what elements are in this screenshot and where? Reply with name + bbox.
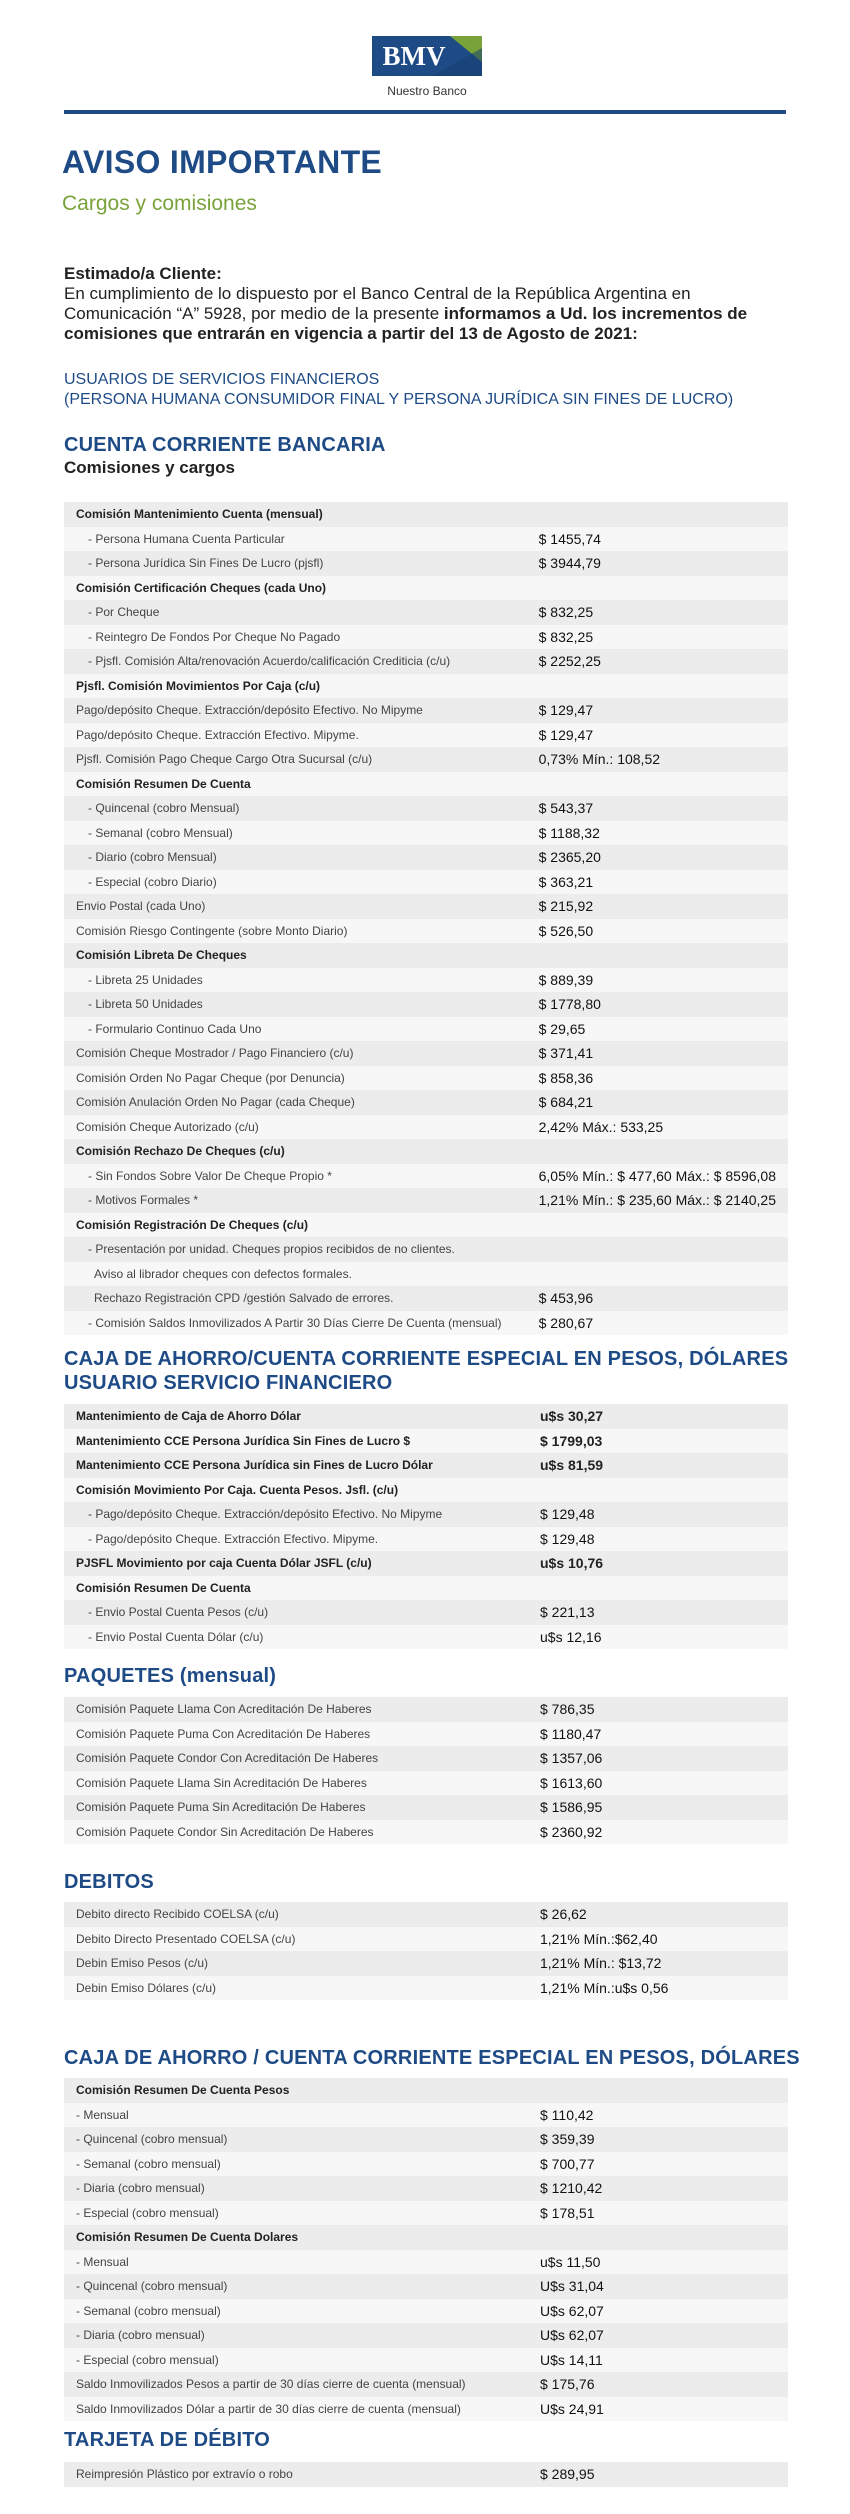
fee-row bbox=[64, 894, 788, 919]
section-title: CAJA DE AHORRO / CUENTA CORRIENTE ESPECIAL EN PESOS, DÓLARES bbox=[64, 2047, 800, 2069]
fee-row bbox=[64, 2250, 788, 2275]
fee-row bbox=[64, 551, 788, 576]
fee-label: - Semanal (cobro mensual) bbox=[64, 2299, 536, 2324]
fee-row bbox=[64, 796, 788, 821]
fee-row bbox=[64, 1551, 788, 1576]
fee-value: 6,05% Mín.: $ 477,60 Máx.: $ 8596,08 bbox=[535, 1164, 788, 1189]
fee-table bbox=[64, 2462, 788, 2487]
intro-greeting: Estimado/a Cliente: bbox=[64, 264, 222, 283]
fee-label: Comisión Paquete Puma Sin Acreditación De Haberes bbox=[64, 1795, 536, 1820]
fee-value: u$s 30,27 bbox=[536, 1404, 788, 1429]
fee-label: Debito Directo Presentado COELSA (c/u) bbox=[64, 1927, 536, 1952]
fee-value: $ 1778,80 bbox=[535, 992, 788, 1017]
fee-value: u$s 11,50 bbox=[536, 2250, 788, 2275]
fee-value: $ 2252,25 bbox=[535, 649, 788, 674]
fee-label: Debin Emiso Dólares (c/u) bbox=[64, 1976, 536, 2001]
fee-label: Comisión Paquete Llama Con Acreditación De Haberes bbox=[64, 1697, 536, 1722]
fee-label: Comisión Mantenimiento Cuenta (mensual) bbox=[64, 502, 535, 527]
fee-value bbox=[536, 2225, 788, 2250]
fee-row bbox=[64, 576, 788, 601]
fee-value bbox=[535, 502, 788, 527]
fee-label: Mantenimiento de Caja de Ahorro Dólar bbox=[64, 1404, 536, 1429]
intro-text-bold: informamos a Ud. los incrementos de comisiones que entrarán en vigencia a partir del 13 de Agosto de 2021: bbox=[64, 304, 748, 343]
fee-label: Comisión Resumen De Cuenta Dolares bbox=[64, 2225, 536, 2250]
fee-value: $ 684,21 bbox=[535, 1090, 788, 1115]
fee-value bbox=[535, 576, 788, 601]
fee-row bbox=[64, 698, 788, 723]
fee-value: $ 289,95 bbox=[536, 2462, 788, 2487]
fee-value: $ 363,21 bbox=[535, 870, 788, 895]
fee-value: 1,21% Mín.: $ 235,60 Máx.: $ 2140,25 bbox=[535, 1188, 788, 1213]
fee-label: Comisión Certificación Cheques (cada Uno) bbox=[64, 576, 535, 601]
fee-label: - Libreta 50 Unidades bbox=[64, 992, 535, 1017]
fee-value bbox=[535, 674, 788, 699]
fee-row bbox=[64, 2176, 788, 2201]
fee-row bbox=[64, 845, 788, 870]
fee-row bbox=[64, 527, 788, 552]
fee-row bbox=[64, 1017, 788, 1042]
fee-row bbox=[64, 992, 788, 1017]
fee-value: 1,21% Mín.:u$s 0,56 bbox=[536, 1976, 788, 2001]
fee-row bbox=[64, 968, 788, 993]
fee-row bbox=[64, 2201, 788, 2226]
fee-label: - Diaria (cobro mensual) bbox=[64, 2323, 536, 2348]
fee-row bbox=[64, 1429, 788, 1454]
fee-label: Comisión Paquete Llama Sin Acreditación De Haberes bbox=[64, 1771, 536, 1796]
fee-row bbox=[64, 821, 788, 846]
fee-row bbox=[64, 1478, 788, 1503]
fee-value: $ 129,48 bbox=[536, 1527, 788, 1552]
fee-label: Comisión Rechazo De Cheques (c/u) bbox=[64, 1139, 535, 1164]
users-subtitle: (PERSONA HUMANA CONSUMIDOR FINAL Y PERSONA JURÍDICA SIN FINES DE LUCRO) bbox=[64, 391, 734, 408]
fee-label: Debin Emiso Pesos (c/u) bbox=[64, 1951, 536, 1976]
fee-label: - Semanal (cobro mensual) bbox=[64, 2152, 536, 2177]
fee-value bbox=[536, 1478, 788, 1503]
fee-label: Comisión Riesgo Contingente (sobre Monto Diario) bbox=[64, 919, 535, 944]
fee-label: Saldo Inmovilizados Pesos a partir de 30 días cierre de cuenta (mensual) bbox=[64, 2372, 536, 2397]
fee-label: Pago/depósito Cheque. Extracción Efectivo. Mipyme. bbox=[64, 723, 535, 748]
fee-value bbox=[536, 1576, 788, 1601]
fee-row bbox=[64, 1527, 788, 1552]
fee-value: $ 2360,92 bbox=[536, 1820, 788, 1845]
fee-label: Comisión Paquete Puma Con Acreditación De Haberes bbox=[64, 1722, 536, 1747]
users-heading bbox=[64, 370, 804, 410]
fee-row bbox=[64, 1576, 788, 1601]
fee-row bbox=[64, 772, 788, 797]
fee-row bbox=[64, 1795, 788, 1820]
fee-label: - Por Cheque bbox=[64, 600, 535, 625]
header-divider bbox=[64, 110, 786, 114]
fee-label: - Diario (cobro Mensual) bbox=[64, 845, 535, 870]
fee-row bbox=[64, 919, 788, 944]
fee-label: Comisión Registración De Cheques (c/u) bbox=[64, 1213, 535, 1238]
fee-value: $ 175,76 bbox=[536, 2372, 788, 2397]
fee-value: $ 215,92 bbox=[535, 894, 788, 919]
svg-text:BMV: BMV bbox=[382, 41, 446, 71]
fee-row bbox=[64, 1041, 788, 1066]
fee-label: Rechazo Registración CPD /gestión Salvado de errores. bbox=[64, 1286, 535, 1311]
fee-value: $ 1799,03 bbox=[536, 1429, 788, 1454]
fee-label: - Formulario Continuo Cada Uno bbox=[64, 1017, 535, 1042]
fee-row bbox=[64, 1115, 788, 1140]
fee-row bbox=[64, 2103, 788, 2128]
fee-label: - Envio Postal Cuenta Dólar (c/u) bbox=[64, 1625, 536, 1650]
fee-value: u$s 10,76 bbox=[536, 1551, 788, 1576]
fee-label: Pago/depósito Cheque. Extracción/depósito Efectivo. No Mipyme bbox=[64, 698, 535, 723]
fee-table bbox=[64, 502, 788, 1335]
fee-value: $ 371,41 bbox=[535, 1041, 788, 1066]
fee-value bbox=[535, 1139, 788, 1164]
fee-label: Comisión Resumen De Cuenta bbox=[64, 1576, 536, 1601]
fee-value: $ 786,35 bbox=[536, 1697, 788, 1722]
fee-row bbox=[64, 2397, 788, 2422]
fee-row bbox=[64, 1066, 788, 1091]
section-title: CUENTA CORRIENTE BANCARIA bbox=[64, 434, 386, 456]
fee-label: - Persona Humana Cuenta Particular bbox=[64, 527, 535, 552]
fee-row bbox=[64, 1237, 788, 1262]
fee-label: - Especial (cobro mensual) bbox=[64, 2348, 536, 2373]
fee-value: u$s 81,59 bbox=[536, 1453, 788, 1478]
fee-value: $ 129,47 bbox=[535, 723, 788, 748]
fee-value: $ 832,25 bbox=[535, 600, 788, 625]
fee-row bbox=[64, 2225, 788, 2250]
fee-row bbox=[64, 943, 788, 968]
fee-value: 1,21% Mín.:$62,40 bbox=[536, 1927, 788, 1952]
fee-value: $ 1180,47 bbox=[536, 1722, 788, 1747]
fee-value: $ 1613,60 bbox=[536, 1771, 788, 1796]
fee-row bbox=[64, 1502, 788, 1527]
fee-label: - Envio Postal Cuenta Pesos (c/u) bbox=[64, 1600, 536, 1625]
fee-row bbox=[64, 649, 788, 674]
fee-value: $ 1188,32 bbox=[535, 821, 788, 846]
fee-row bbox=[64, 1625, 788, 1650]
section-title-line2: USUARIO SERVICIO FINANCIERO bbox=[64, 1372, 393, 1394]
fee-row bbox=[64, 1951, 788, 1976]
fee-row bbox=[64, 870, 788, 895]
fee-label: Comisión Paquete Condor Sin Acreditación De Haberes bbox=[64, 1820, 536, 1845]
fee-label: - Comisión Saldos Inmovilizados A Partir 30 Días Cierre De Cuenta (mensual) bbox=[64, 1311, 535, 1336]
fee-label: Envio Postal (cada Uno) bbox=[64, 894, 535, 919]
fee-value: $ 700,77 bbox=[536, 2152, 788, 2177]
fee-value: $ 129,47 bbox=[535, 698, 788, 723]
fee-label: - Quincenal (cobro mensual) bbox=[64, 2274, 536, 2299]
page-subtitle: Cargos y comisiones bbox=[62, 192, 257, 215]
fee-row bbox=[64, 600, 788, 625]
fee-row bbox=[64, 2462, 788, 2487]
fee-value: $ 359,39 bbox=[536, 2127, 788, 2152]
fee-value bbox=[535, 1262, 788, 1287]
intro-text: En cumplimiento de lo dispuesto por el Banco Central de la República Argentina en Comunicación “A” 5928, por medio de la presente bbox=[64, 284, 691, 323]
fee-label: Aviso al librador cheques con defectos formales. bbox=[64, 1262, 535, 1287]
fee-value: 0,73% Mín.: 108,52 bbox=[535, 747, 788, 772]
fee-table bbox=[64, 1697, 788, 1844]
fee-label: Comisión Resumen De Cuenta Pesos bbox=[64, 2078, 536, 2103]
fee-value: $ 858,36 bbox=[535, 1066, 788, 1091]
fee-label: - Semanal (cobro Mensual) bbox=[64, 821, 535, 846]
fee-value: U$s 62,07 bbox=[536, 2323, 788, 2348]
fee-label: - Diaria (cobro mensual) bbox=[64, 2176, 536, 2201]
fee-row bbox=[64, 1188, 788, 1213]
fee-table bbox=[64, 1902, 788, 2000]
fee-value: $ 29,65 bbox=[535, 1017, 788, 1042]
fee-label: - Libreta 25 Unidades bbox=[64, 968, 535, 993]
fee-value: U$s 31,04 bbox=[536, 2274, 788, 2299]
fee-label: - Pjsfl. Comisión Alta/renovación Acuerdo/calificación Crediticia (c/u) bbox=[64, 649, 535, 674]
fee-value: 2,42% Máx.: 533,25 bbox=[535, 1115, 788, 1140]
fee-row bbox=[64, 2274, 788, 2299]
fee-label: - Especial (cobro Diario) bbox=[64, 870, 535, 895]
fee-label: Mantenimiento CCE Persona Jurídica sin Fines de Lucro Dólar bbox=[64, 1453, 536, 1478]
fee-label: Comisión Orden No Pagar Cheque (por Denuncia) bbox=[64, 1066, 535, 1091]
fee-value bbox=[535, 1213, 788, 1238]
fee-value bbox=[535, 1237, 788, 1262]
fee-value: $ 26,62 bbox=[536, 1902, 788, 1927]
fee-row bbox=[64, 2323, 788, 2348]
fee-row bbox=[64, 1262, 788, 1287]
fee-value bbox=[535, 943, 788, 968]
section-title: PAQUETES (mensual) bbox=[64, 1665, 277, 1687]
fee-value: u$s 12,16 bbox=[536, 1625, 788, 1650]
section-title: DEBITOS bbox=[64, 1871, 154, 1893]
fee-value: $ 3944,79 bbox=[535, 551, 788, 576]
fee-label: Debito directo Recibido COELSA (c/u) bbox=[64, 1902, 536, 1927]
page-title: AVISO IMPORTANTE bbox=[62, 144, 383, 180]
fee-label: - Mensual bbox=[64, 2250, 536, 2275]
fee-label: Comisión Anulación Orden No Pagar (cada Cheque) bbox=[64, 1090, 535, 1115]
fee-row bbox=[64, 1976, 788, 2001]
fee-value: $ 221,13 bbox=[536, 1600, 788, 1625]
fee-label: Reimpresión Plástico por extravío o robo bbox=[64, 2462, 536, 2487]
fee-row bbox=[64, 502, 788, 527]
fee-row bbox=[64, 1164, 788, 1189]
fee-row bbox=[64, 2152, 788, 2177]
fee-value: $ 832,25 bbox=[535, 625, 788, 650]
users-title: USUARIOS DE SERVICIOS FINANCIEROS bbox=[64, 371, 380, 388]
fee-label: - Persona Jurídica Sin Fines De Lucro (pjsfl) bbox=[64, 551, 535, 576]
fee-value: $ 178,51 bbox=[536, 2201, 788, 2226]
fee-row bbox=[64, 1090, 788, 1115]
fee-label: - Mensual bbox=[64, 2103, 536, 2128]
fee-row bbox=[64, 1139, 788, 1164]
page-header bbox=[0, 0, 850, 120]
fee-label: Pjsfl. Comisión Pago Cheque Cargo Otra Sucursal (c/u) bbox=[64, 747, 535, 772]
section-subtitle: Comisiones y cargos bbox=[64, 458, 236, 477]
fee-row bbox=[64, 1902, 788, 1927]
fee-label: PJSFL Movimiento por caja Cuenta Dólar JSFL (c/u) bbox=[64, 1551, 536, 1576]
bmv-logo bbox=[372, 36, 482, 80]
fee-row bbox=[64, 1746, 788, 1771]
section-title: CAJA DE AHORRO/CUENTA CORRIENTE ESPECIAL EN PESOS, DÓLARES bbox=[64, 1348, 789, 1370]
fee-label: - Quincenal (cobro mensual) bbox=[64, 2127, 536, 2152]
fee-row bbox=[64, 1820, 788, 1845]
fee-row bbox=[64, 1771, 788, 1796]
fee-label: Pjsfl. Comisión Movimientos Por Caja (c/u) bbox=[64, 674, 535, 699]
fee-row bbox=[64, 2127, 788, 2152]
fee-value: $ 1357,06 bbox=[536, 1746, 788, 1771]
fee-value: U$s 24,91 bbox=[536, 2397, 788, 2422]
fee-row bbox=[64, 1213, 788, 1238]
fee-label: Comisión Paquete Condor Con Acreditación De Haberes bbox=[64, 1746, 536, 1771]
fee-row bbox=[64, 2299, 788, 2324]
fee-label: Mantenimiento CCE Persona Jurídica Sin Fines de Lucro $ bbox=[64, 1429, 536, 1454]
fee-row bbox=[64, 747, 788, 772]
fee-value: 1,21% Mín.: $13,72 bbox=[536, 1951, 788, 1976]
fee-value: $ 1210,42 bbox=[536, 2176, 788, 2201]
fee-row bbox=[64, 1286, 788, 1311]
fee-value: U$s 14,11 bbox=[536, 2348, 788, 2373]
fee-table bbox=[64, 2078, 788, 2421]
fee-value: $ 129,48 bbox=[536, 1502, 788, 1527]
fee-row bbox=[64, 2078, 788, 2103]
fee-row bbox=[64, 1722, 788, 1747]
fee-value: $ 1455,74 bbox=[535, 527, 788, 552]
fee-row bbox=[64, 1453, 788, 1478]
fee-value: $ 280,67 bbox=[535, 1311, 788, 1336]
fee-row bbox=[64, 2372, 788, 2397]
fee-value: $ 526,50 bbox=[535, 919, 788, 944]
fee-label: - Presentación por unidad. Cheques propios recibidos de no clientes. bbox=[64, 1237, 535, 1262]
fee-label: - Pago/depósito Cheque. Extracción Efectivo. Mipyme. bbox=[64, 1527, 536, 1552]
fee-label: Comisión Cheque Mostrador / Pago Financiero (c/u) bbox=[64, 1041, 535, 1066]
fee-value: $ 1586,95 bbox=[536, 1795, 788, 1820]
fee-value: $ 543,37 bbox=[535, 796, 788, 821]
fee-label: Comisión Resumen De Cuenta bbox=[64, 772, 535, 797]
intro-paragraph bbox=[64, 264, 788, 344]
fee-value bbox=[535, 772, 788, 797]
fee-label: - Pago/depósito Cheque. Extracción/depósito Efectivo. No Mipyme bbox=[64, 1502, 536, 1527]
fee-label: - Motivos Formales * bbox=[64, 1188, 535, 1213]
fee-row bbox=[64, 625, 788, 650]
fee-label: Comisión Libreta De Cheques bbox=[64, 943, 535, 968]
fee-row bbox=[64, 723, 788, 748]
fee-value bbox=[536, 2078, 788, 2103]
fee-value: U$s 62,07 bbox=[536, 2299, 788, 2324]
fee-value: $ 889,39 bbox=[535, 968, 788, 993]
fee-row bbox=[64, 1927, 788, 1952]
fee-row bbox=[64, 1404, 788, 1429]
fee-label: - Sin Fondos Sobre Valor De Cheque Propio * bbox=[64, 1164, 535, 1189]
fee-row bbox=[64, 2348, 788, 2373]
fee-label: - Reintegro De Fondos Por Cheque No Pagado bbox=[64, 625, 535, 650]
fee-row bbox=[64, 674, 788, 699]
fee-label: Comisión Movimiento Por Caja. Cuenta Pesos. Jsfl. (c/u) bbox=[64, 1478, 536, 1503]
fee-value: $ 110,42 bbox=[536, 2103, 788, 2128]
fee-row bbox=[64, 1600, 788, 1625]
fee-row bbox=[64, 1697, 788, 1722]
fee-value: $ 2365,20 bbox=[535, 845, 788, 870]
fee-label: Saldo Inmovilizados Dólar a partir de 30 días cierre de cuenta (mensual) bbox=[64, 2397, 536, 2422]
fee-label: - Quincenal (cobro Mensual) bbox=[64, 796, 535, 821]
fee-label: Comisión Cheque Autorizado (c/u) bbox=[64, 1115, 535, 1140]
fee-row bbox=[64, 1311, 788, 1336]
section-title: TARJETA DE DÉBITO bbox=[64, 2429, 271, 2451]
fee-label: - Especial (cobro mensual) bbox=[64, 2201, 536, 2226]
fee-value: $ 453,96 bbox=[535, 1286, 788, 1311]
fee-table bbox=[64, 1404, 788, 1649]
brand-tagline: Nuestro Banco bbox=[387, 84, 467, 98]
